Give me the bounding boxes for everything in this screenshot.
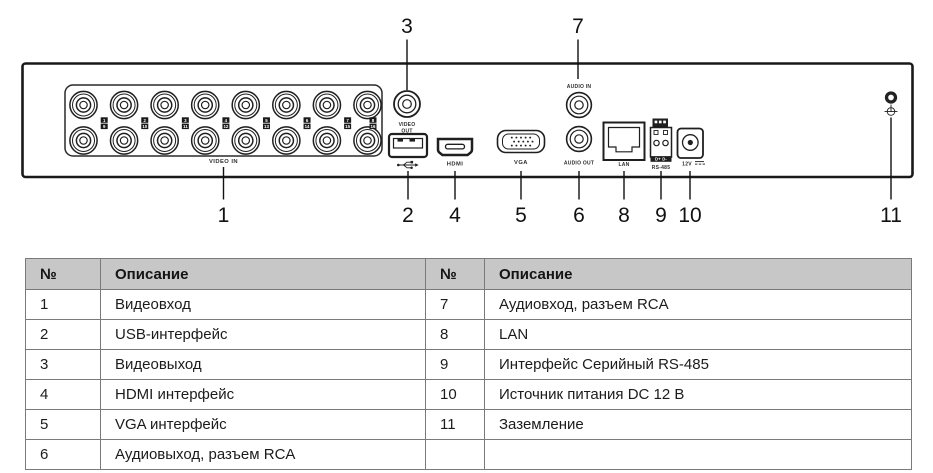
description-cell: Интерфейс Серийный RS-485: [485, 350, 912, 380]
description-cell: [485, 440, 912, 470]
callout-number: 7: [572, 15, 584, 38]
callout-number: 10: [678, 204, 702, 227]
callout-number: 6: [573, 204, 585, 227]
description-cell: VGA интерфейс: [101, 410, 426, 440]
number-cell: 4: [26, 380, 101, 410]
table-header-number: №: [26, 259, 101, 290]
power-label: 12V: [682, 161, 692, 168]
svg-text:3: 3: [184, 117, 187, 123]
number-cell: 8: [426, 320, 485, 350]
table-row: [26, 380, 912, 410]
svg-text:11: 11: [183, 124, 188, 130]
audio-out-label: AUDIO OUT: [563, 160, 595, 167]
number-cell: 10: [426, 380, 485, 410]
hdmi-label: HDMI: [446, 161, 464, 168]
description-cell: Видеовыход: [101, 350, 426, 380]
callout-number: 11: [880, 204, 902, 227]
table-row: [26, 440, 912, 470]
lan-label: LAN: [618, 162, 630, 168]
callout-10: [678, 171, 701, 227]
callout-number: 5: [515, 204, 527, 227]
callout-number: 8: [618, 204, 630, 227]
svg-text:1: 1: [102, 117, 106, 123]
svg-text:4: 4: [224, 117, 228, 123]
svg-text:14: 14: [304, 124, 310, 130]
number-cell: [426, 440, 485, 470]
callout-9: [655, 171, 667, 227]
number-cell: 7: [426, 290, 485, 320]
svg-text:12: 12: [223, 124, 229, 130]
svg-text:10: 10: [142, 124, 148, 130]
description-cell: Заземление: [485, 410, 912, 440]
number-cell: 9: [426, 350, 485, 380]
description-cell: Аудиовыход, разъем RCA: [101, 440, 426, 470]
device-panel: [23, 64, 913, 178]
channel-pair-label: [344, 117, 351, 129]
callout-5: [515, 171, 527, 227]
description-table: [25, 258, 912, 470]
svg-text:6: 6: [305, 117, 309, 123]
svg-text:13: 13: [264, 124, 269, 130]
video-in-label: VIDEO IN: [208, 159, 239, 165]
table-row: [26, 290, 912, 320]
callout-number: 2: [402, 204, 414, 227]
number-cell: 2: [26, 320, 101, 350]
video-out-label: VIDEO: [398, 122, 416, 128]
number-cell: 11: [426, 410, 485, 440]
number-cell: 3: [26, 350, 101, 380]
callout-4: [449, 171, 461, 227]
rs485-pin-label: D+ D-: [654, 156, 668, 162]
number-cell: 1: [26, 290, 101, 320]
table-body: [26, 290, 912, 470]
table-row: [26, 320, 912, 350]
callout-8: [618, 171, 630, 227]
table-row: [26, 410, 912, 440]
table-header: [26, 259, 912, 290]
callout-number: 4: [449, 204, 461, 227]
description-cell: Источник питания DC 12 В: [485, 380, 912, 410]
video-out-label-line2: OUT: [401, 128, 413, 135]
description-cell: HDMI интерфейс: [101, 380, 426, 410]
svg-text:5: 5: [265, 117, 268, 123]
description-cell: Аудиовход, разъем RCA: [485, 290, 912, 320]
svg-text:7: 7: [346, 117, 349, 123]
audio-in-label: AUDIO IN: [566, 84, 592, 90]
channel-pair-label: [263, 117, 270, 129]
number-cell: 5: [26, 410, 101, 440]
table-header-number-2: №: [426, 259, 485, 290]
table-header-row: [26, 259, 912, 290]
description-cell: LAN: [485, 320, 912, 350]
callout-number: 3: [401, 15, 413, 38]
description-cell: Видеовход: [101, 290, 426, 320]
table-header-description: Описание: [101, 259, 426, 290]
svg-text:2: 2: [143, 117, 146, 123]
svg-text:8: 8: [371, 117, 375, 123]
svg-text:9: 9: [102, 124, 106, 130]
description-cell: USB-интерфейс: [101, 320, 426, 350]
channel-pair-label: [370, 117, 377, 129]
number-cell: 6: [26, 440, 101, 470]
callout-number: 1: [217, 204, 230, 227]
callout-2: [402, 171, 414, 227]
table-header-description-2: Описание: [485, 259, 912, 290]
svg-text:16: 16: [370, 124, 376, 130]
callout-number: 9: [655, 204, 667, 227]
callout-6: [573, 171, 585, 227]
vga-label: VGA: [514, 160, 528, 166]
rs485-label: RS-485: [651, 165, 671, 171]
svg-text:15: 15: [345, 124, 351, 130]
table-row: [26, 350, 912, 380]
